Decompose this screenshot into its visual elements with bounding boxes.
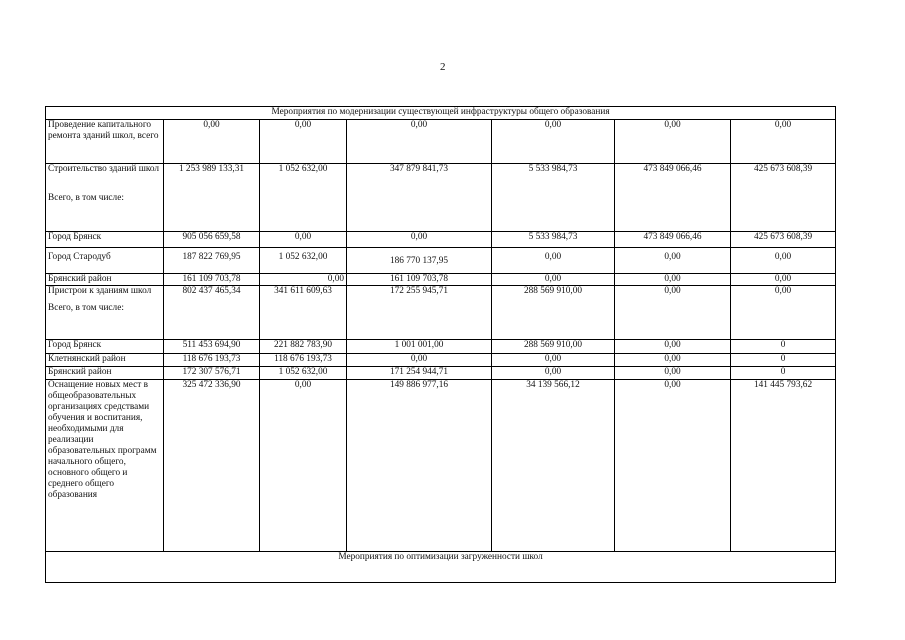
value-cell: 0,00 [615,286,731,340]
row-label-cell [46,286,164,340]
row-label: Оснащение новых мест в общеобразовательных организациях средствами обучения и воспитания, необходимыми для реализации образовательных программ начального общего, основного общего и среднего общего образования [46,380,164,552]
table-row [46,164,836,232]
value-cell: 0,00 [492,274,615,286]
table-row [46,367,836,380]
value-cell: 0 [731,367,836,380]
row-label: Проведение капитального ремонта зданий школ, всего [46,120,164,164]
value-cell: 172 255 945,71 [347,286,492,340]
value-cell: 425 673 608,39 [731,164,836,232]
table-row [46,248,836,274]
value-cell: 149 886 977,16 [347,380,492,552]
value-cell: 425 673 608,39 [731,232,836,248]
value-cell: 325 472 336,90 [164,380,260,552]
value-cell: 0,00 [731,120,836,164]
value-cell: 1 052 632,00 [260,367,347,380]
table-row [46,274,836,286]
section-header-row [46,107,836,120]
value-cell: 0,00 [731,286,836,340]
row-sublabel: Всего, в том числе: [48,192,124,203]
value-cell: 0,00 [260,232,347,248]
value-cell: 0,00 [492,248,615,274]
value-cell: 0 [731,340,836,354]
row-sublabel: Всего, в том числе: [48,302,124,313]
value-cell: 5 533 984,73 [492,232,615,248]
value-cell: 0,00 [347,232,492,248]
value-cell: 0,00 [492,120,615,164]
table-row [46,232,836,248]
value-cell: 288 569 910,00 [492,286,615,340]
row-label: Брянский район [46,367,164,380]
value-cell-wrap [347,248,492,274]
row-label: Город Брянск [46,232,164,248]
section-footer-row [46,552,836,583]
value-cell: 1 001 001,00 [347,340,492,354]
value-cell: 186 770 137,95 [389,256,449,266]
value-cell: 0,00 [731,274,836,286]
value-cell: 0,00 [492,354,615,367]
value-cell: 0,00 [615,274,731,286]
value-cell: 0,00 [492,367,615,380]
table-row [46,286,836,340]
value-cell: 905 056 659,58 [164,232,260,248]
row-label: Город Брянск [46,340,164,354]
table-row [46,340,836,354]
value-cell: 0,00 [615,354,731,367]
value-cell: 0 [731,354,836,367]
value-cell: 347 879 841,73 [347,164,492,232]
value-cell: 0,00 [615,248,731,274]
value-cell: 118 676 193,73 [164,354,260,367]
value-cell: 0,00 [615,120,731,164]
row-label: Пристрои к зданиям школ [48,286,152,296]
value-cell: 0,00 [260,380,347,552]
value-cell: 0,00 [615,367,731,380]
value-cell: 473 849 066,46 [615,232,731,248]
row-label: Брянский район [46,274,164,286]
value-cell: 0,00 [260,120,347,164]
value-cell: 1 052 632,00 [260,164,347,232]
value-cell: 0,00 [347,120,492,164]
value-cell: 1 052 632,00 [260,248,347,274]
value-cell: 511 453 694,90 [164,340,260,354]
row-label: Клетнянский район [46,354,164,367]
value-cell: 0,00 [731,248,836,274]
value-cell: 473 849 066,46 [615,164,731,232]
value-cell: 1 253 989 133,31 [164,164,260,232]
value-cell: 0,00 [164,120,260,164]
table-row [46,380,836,552]
value-cell: 141 445 793,62 [731,380,836,552]
value-cell: 0,00 [260,274,347,286]
value-cell: 288 569 910,00 [492,340,615,354]
table-row [46,120,836,164]
value-cell: 802 437 465,34 [164,286,260,340]
row-label-cell [46,164,164,232]
value-cell: 187 822 769,95 [164,248,260,274]
section2-title: Мероприятия по оптимизации загруженности школ [46,552,836,583]
table-row [46,354,836,367]
value-cell: 221 882 783,90 [260,340,347,354]
value-cell: 0,00 [615,380,731,552]
value-cell: 34 139 566,12 [492,380,615,552]
value-cell: 0,00 [615,340,731,354]
section1-title: Мероприятия по модернизации существующей инфраструктуры общего образования [46,107,836,120]
value-cell: 161 109 703,78 [164,274,260,286]
page-number: 2 [440,61,446,73]
value-cell: 0,00 [347,354,492,367]
value-cell: 172 307 576,71 [164,367,260,380]
value-cell: 5 533 984,73 [492,164,615,232]
value-cell: 161 109 703,78 [347,274,492,286]
value-cell: 118 676 193,73 [260,354,347,367]
value-cell: 341 611 609,63 [260,286,347,340]
row-label: Строительство зданий школ [48,164,160,174]
row-label: Город Стародуб [46,248,164,274]
value-cell: 171 254 944,71 [347,367,492,380]
budget-table [45,106,836,583]
